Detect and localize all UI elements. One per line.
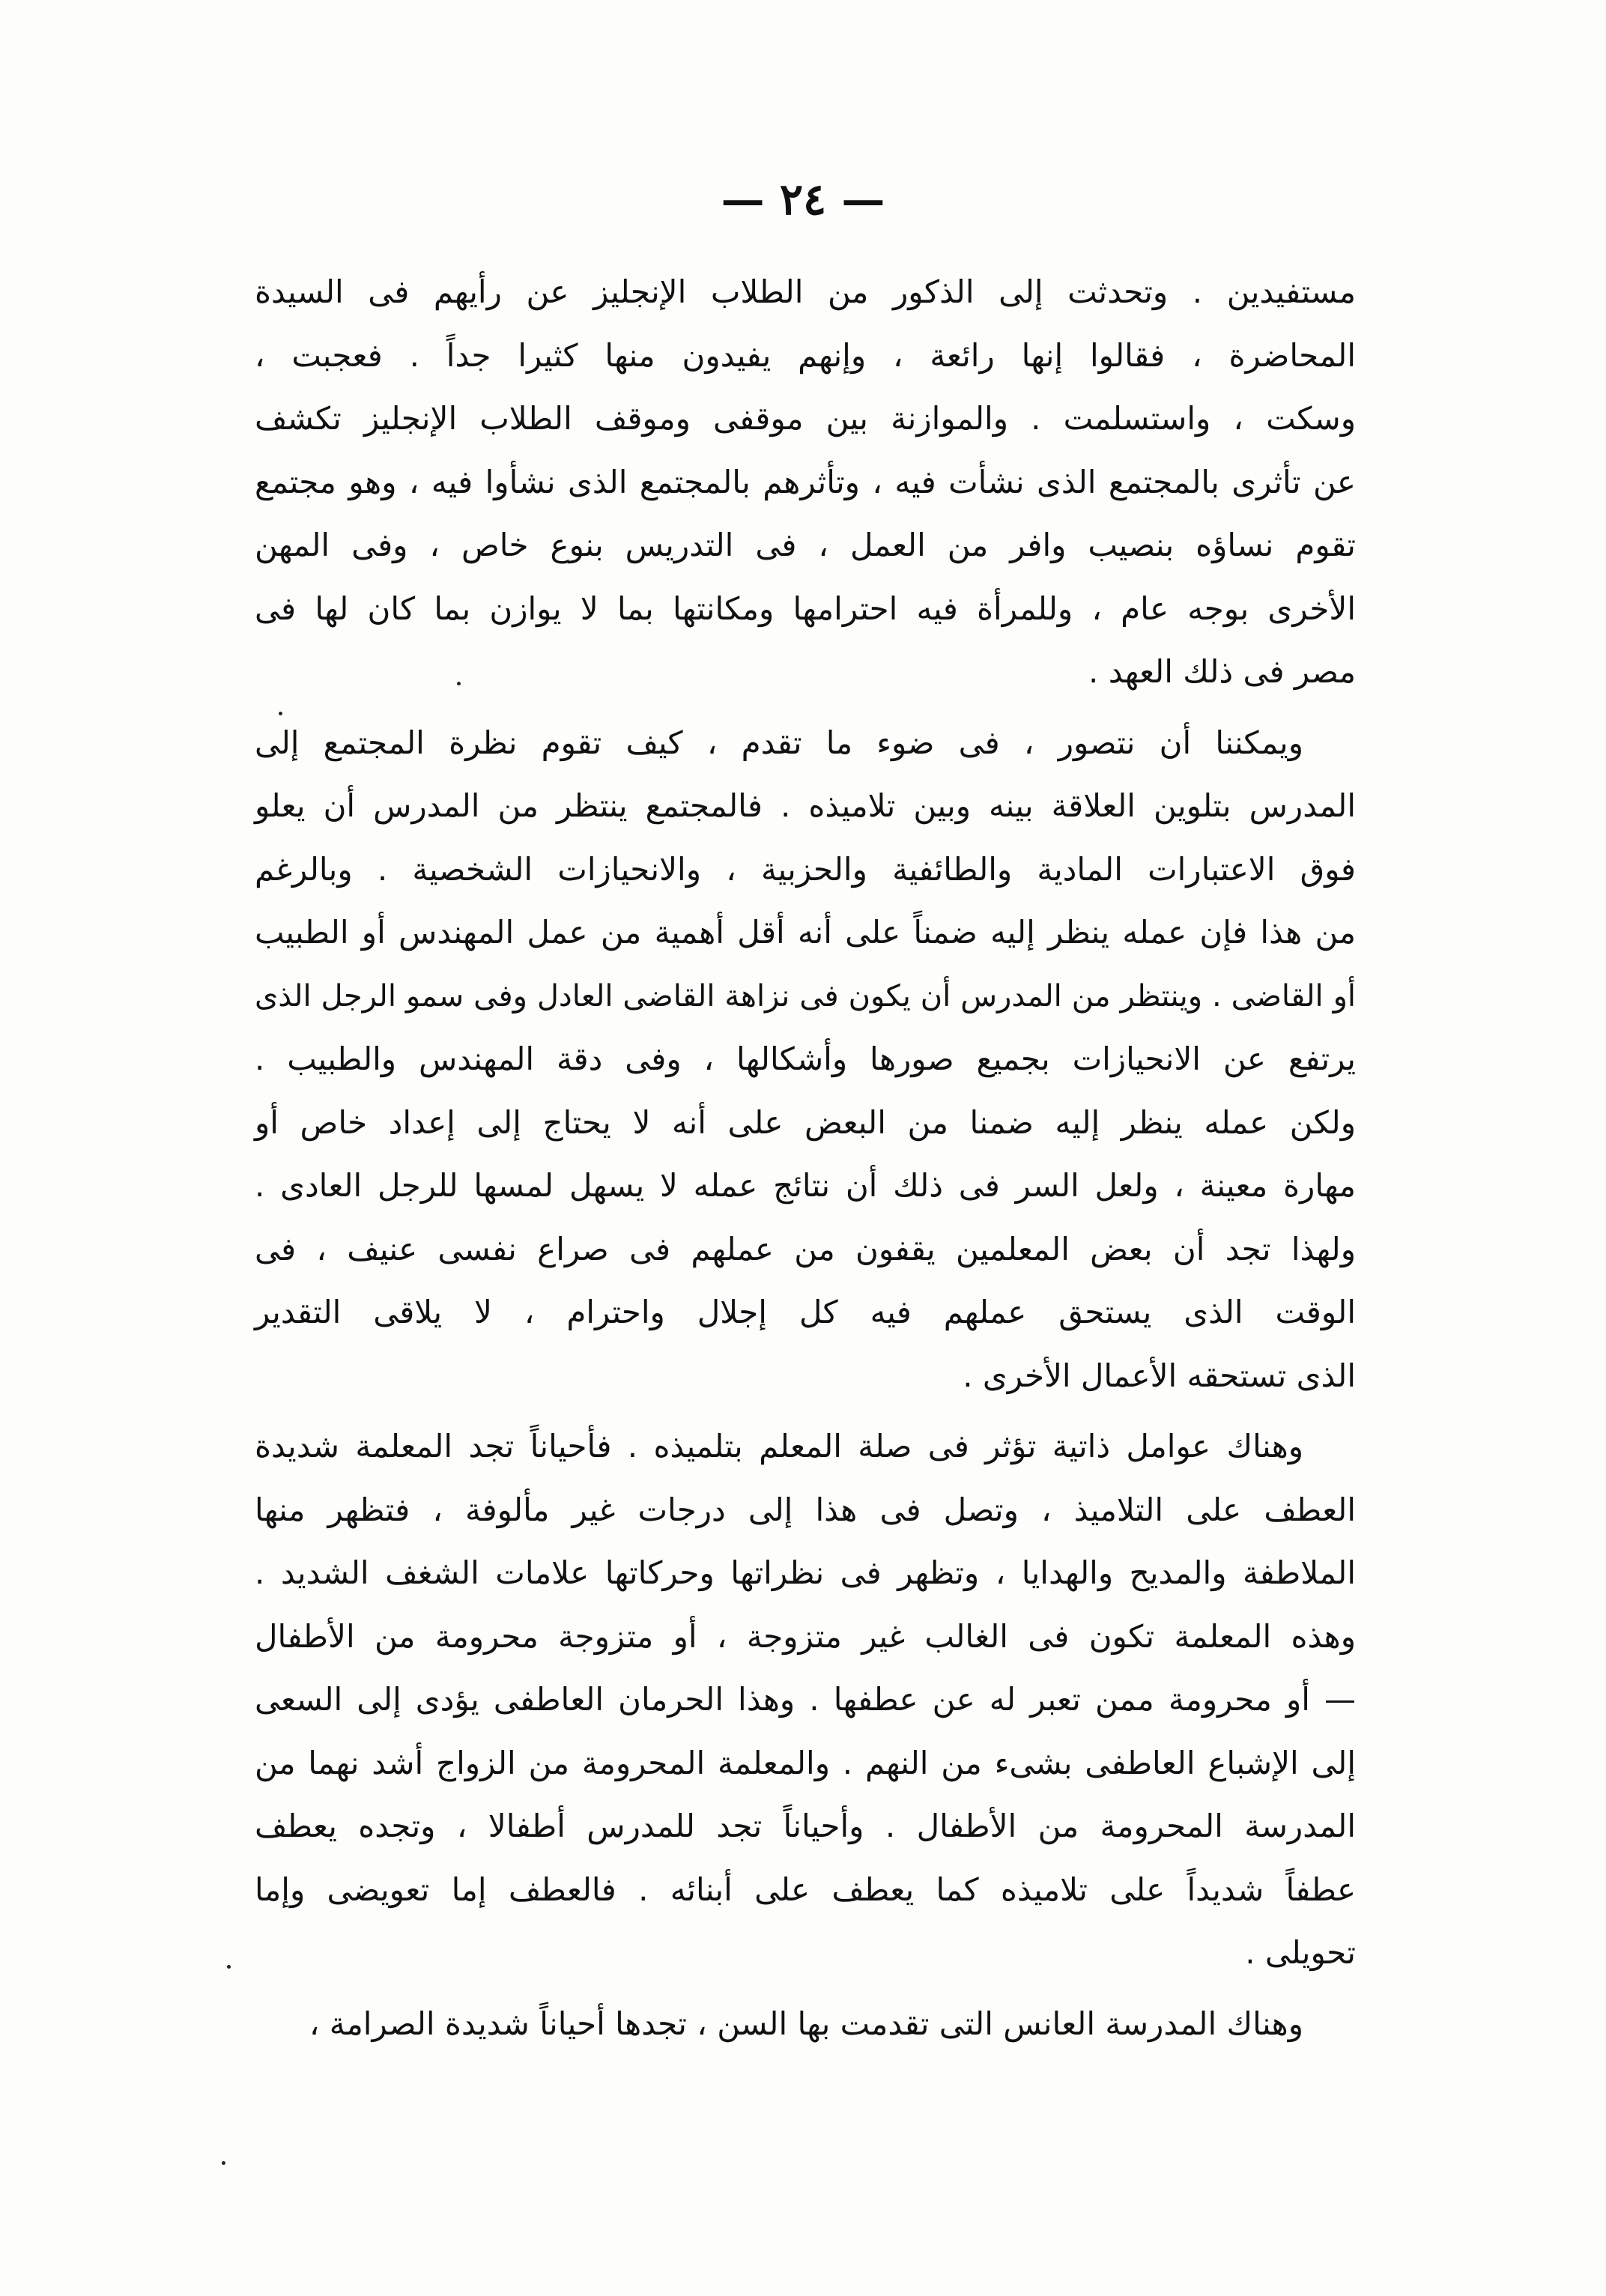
paragraph-gap — [255, 704, 1356, 712]
paragraph — [255, 1993, 1356, 2056]
body-text — [255, 261, 1356, 2056]
paragraph-gap — [255, 1985, 1356, 1993]
text-line: مستفيدين . وتحدثت إلى الذكور من الطلاب الإنجليز عن رأيهم فى السيدة — [255, 273, 1356, 310]
text-line: وسكت ، واستسلمت . والموازنة بين موقفى وموقف الطلاب الإنجليز تكشف — [255, 400, 1356, 437]
scan-speck — [222, 2161, 225, 2165]
text-line: ولهذا تجد أن بعض المعلمين يقفون من عملهم فى صراع نفسى عنيف ، فى — [255, 1230, 1356, 1267]
scan-speck — [279, 712, 282, 715]
text-line: وهذه المعلمة تكون فى الغالب غير متزوجة ، أو متزوجة محرومة من الأطفال — [255, 1617, 1356, 1655]
page-number: — ٢٤ — — [721, 174, 885, 225]
text-line: عن تأثرى بالمجتمع الذى نشأت فيه ، وتأثرهم بالمجتمع الذى نشأوا فيه ، وهو مجتمع — [255, 463, 1356, 500]
text-line: الأخرى بوجه عام ، وللمرأة فيه احترامها ومكانتها بما لا يوازن بما كان لها فى — [255, 590, 1356, 627]
text-line: تقوم نساؤه بنصيب وافر من العمل ، فى التدريس بنوع خاص ، وفى المهن — [255, 527, 1356, 563]
text-line: المدرسة المحرومة من الأطفال . وأحياناً تجد للمدرس أطفالا ، وتجده يعطف — [255, 1808, 1356, 1844]
paragraph — [255, 1415, 1356, 1985]
paragraph — [255, 712, 1356, 1408]
text-line: الوقت الذى يستحق عملهم فيه كل إجلال واحترام ، لا يلاقى التقدير — [255, 1294, 1356, 1330]
text-line: العطف على التلاميذ ، وتصل فى هذا إلى درجات غير مألوفة ، فتظهر منها — [255, 1491, 1356, 1528]
text-line: — أو محرومة ممن تعبر له عن عطفها . وهذا الحرمان العاطفى يؤدى إلى السعى — [255, 1681, 1356, 1718]
text-line: مهارة معينة ، ولعل السر فى ذلك أن نتائج عمله لا يسهل لمسها للرجل العادى . — [255, 1167, 1356, 1204]
text-line: تحويلى . — [1245, 1934, 1356, 1971]
text-line: ولكن عمله ينظر إليه ضمنا من البعض على أنه لا يحتاج إلى إعداد خاص أو — [255, 1103, 1356, 1141]
text-line: يرتفع عن الانحيازات بجميع صورها وأشكالها ، وفى دقة المهندس والطبيب . — [255, 1041, 1356, 1077]
text-line: ويمكننا أن نتصور ، فى ضوء ما تقدم ، كيف تقوم نظرة المجتمع إلى — [255, 724, 1303, 761]
text-line: الملاطفة والمديح والهدايا ، وتظهر فى نظراتها وحركاتها علامات الشغف الشديد . — [255, 1554, 1356, 1591]
text-line: وهناك عوامل ذاتية تؤثر فى صلة المعلم بتلميذه . فأحياناً تجد المعلمة شديدة — [255, 1428, 1303, 1464]
paragraph — [255, 261, 1356, 704]
text-line: من هذا فإن عمله ينظر إليه ضمناً على أنه أقل أهمية من عمل المهندس أو الطبيب — [255, 914, 1356, 951]
text-line: المحاضرة ، فقالوا إنها رائعة ، وإنهم يفيدون منها كثيرا جداً . فعجبت ، — [255, 336, 1356, 374]
text-line: مصر فى ذلك العهد . — [1088, 653, 1356, 690]
text-line: إلى الإشباع العاطفى بشىء من النهم . والمعلمة المحرومة من الزواج أشد نهما من — [255, 1744, 1356, 1781]
text-line: عطفاً شديداً على تلاميذه كما يعطف على أبنائه . فالعطف إما تعويضى وإما — [255, 1871, 1356, 1908]
scan-speck — [227, 1965, 231, 1969]
text-line: أو القاضى . وينتظر من المدرس أن يكون فى نزاهة القاضى العادل وفى سمو الرجل الذى — [255, 978, 1356, 1014]
paragraph-gap — [255, 1408, 1356, 1415]
text-line: وهناك المدرسة العانس التى تقدمت بها السن ، تجدها أحياناً شديدة الصرامة ، — [309, 2005, 1303, 2042]
scan-speck — [457, 682, 461, 685]
text-line: المدرس بتلوين العلاقة بينه وبين تلاميذه . فالمجتمع ينتظر من المدرس أن يعلو — [255, 787, 1356, 824]
text-line: فوق الاعتبارات المادية والطائفية والحزبية ، والانحيازات الشخصية . وبالرغم — [255, 850, 1356, 888]
text-line: الذى تستحقه الأعمال الأخرى . — [963, 1357, 1356, 1394]
